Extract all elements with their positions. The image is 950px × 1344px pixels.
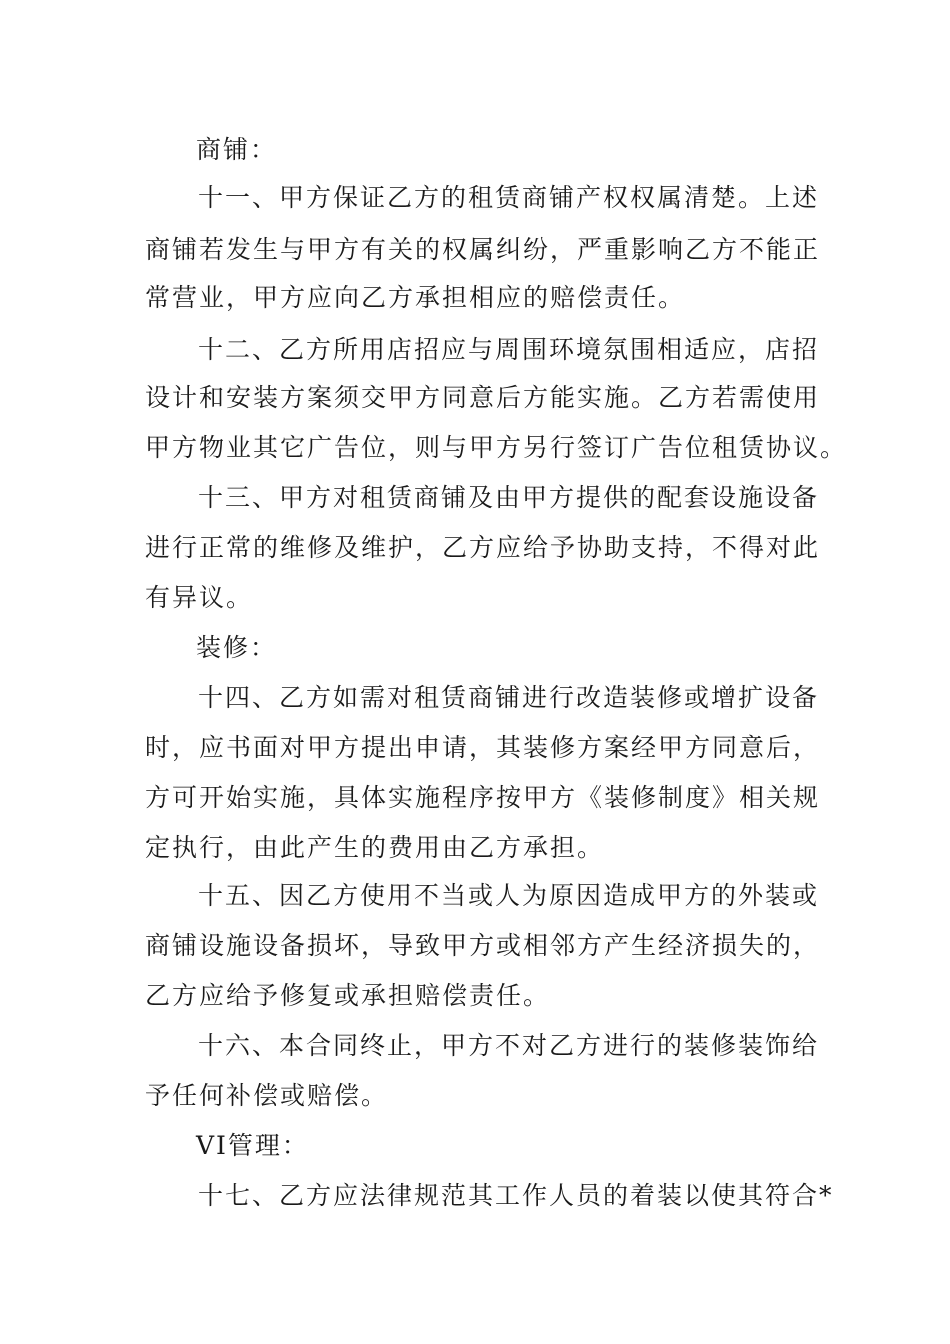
section-heading-renovation: 装修： bbox=[196, 633, 278, 662]
clause-11-line-3: 常营业，甲方应向乙方承担相应的赔偿责任。 bbox=[145, 283, 686, 312]
clause-13-line-2: 进行正常的维修及维护，乙方应给予协助支持，不得对此 bbox=[145, 533, 821, 562]
clause-15-line-3: 乙方应给予修复或承担赔偿责任。 bbox=[145, 981, 551, 1010]
clause-16-line-2: 予任何补偿或赔偿。 bbox=[145, 1081, 389, 1110]
clause-13-line-1: 十三、甲方对租赁商铺及由甲方提供的配套设施设备 bbox=[198, 483, 820, 512]
section-heading-vi-management: VI管理： bbox=[196, 1131, 309, 1160]
clause-12-line-2: 设计和安装方案须交甲方同意后方能实施。乙方若需使用 bbox=[145, 383, 821, 412]
clause-15-line-2: 商铺设施设备损坏，导致甲方或相邻方产生经济损失的， bbox=[145, 931, 821, 960]
clause-14-line-1: 十四、乙方如需对租赁商铺进行改造装修或增扩设备 bbox=[198, 683, 820, 712]
clause-13-line-3: 有异议。 bbox=[145, 583, 254, 612]
clause-14-line-2: 时，应书面对甲方提出申请，其装修方案经甲方同意后， bbox=[145, 733, 821, 762]
clause-12-line-3: 甲方物业其它广告位，则与甲方另行签订广告位租赁协议。 bbox=[145, 433, 848, 462]
clause-14-line-4: 定执行，由此产生的费用由乙方承担。 bbox=[145, 833, 605, 862]
clause-14-line-3: 方可开始实施，具体实施程序按甲方《装修制度》相关规 bbox=[145, 783, 821, 812]
clause-11-line-1: 十一、甲方保证乙方的租赁商铺产权权属清楚。上述 bbox=[198, 183, 820, 212]
clause-15-line-1: 十五、因乙方使用不当或人为原因造成甲方的外装或 bbox=[198, 881, 820, 910]
clause-17-line-1: 十七、乙方应法律规范其工作人员的着装以使其符合* bbox=[198, 1181, 834, 1210]
clause-12-line-1: 十二、乙方所用店招应与周围环境氛围相适应，店招 bbox=[198, 335, 820, 364]
section-heading-shops: 商铺： bbox=[196, 135, 278, 164]
clause-11-line-2: 商铺若发生与甲方有关的权属纠纷，严重影响乙方不能正 bbox=[145, 235, 821, 264]
clause-16-line-1: 十六、本合同终止，甲方不对乙方进行的装修装饰给 bbox=[198, 1031, 820, 1060]
